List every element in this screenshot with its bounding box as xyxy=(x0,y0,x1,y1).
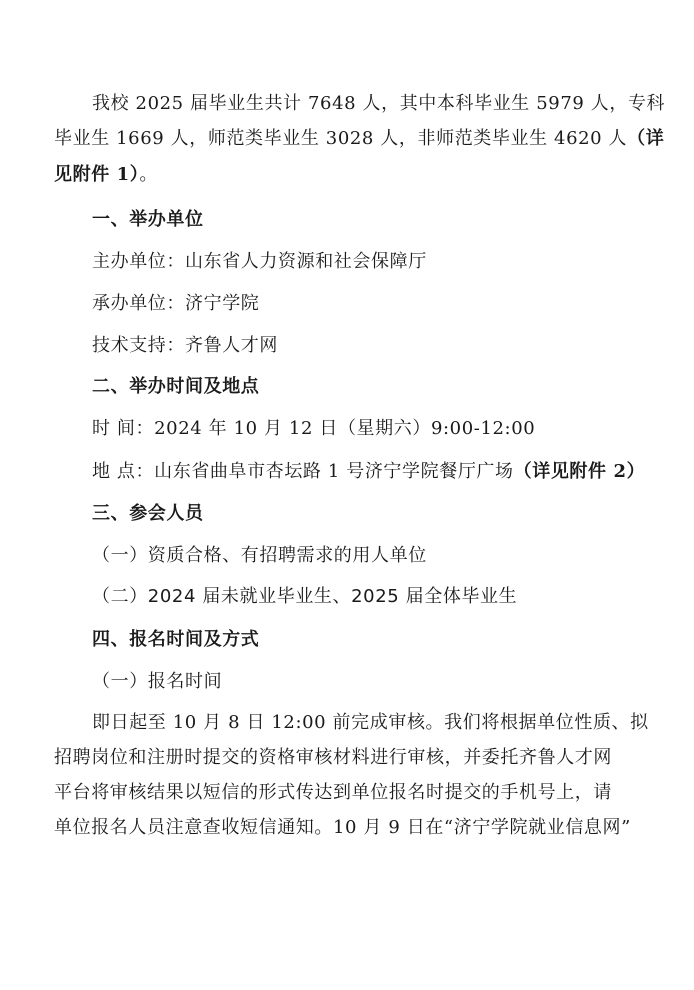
event-place xyxy=(92,459,645,485)
host-unit: 主办单位：山东省人力资源和社会保障厅 xyxy=(92,251,427,272)
registration-time-subheading: （一）报名时间 xyxy=(92,671,223,692)
organizer-unit: 承办单位：济宁学院 xyxy=(92,293,260,314)
intro-line-3 xyxy=(54,162,158,188)
event-time: 时 间：2024 年 10 月 12 日（星期六）9:00-12:00 xyxy=(92,418,536,439)
section-1-heading: 一、举办单位 xyxy=(92,209,204,230)
registration-paragraph-line-2: 招聘岗位和注册时提交的资格审核材料进行审核，并委托齐鲁人才网 xyxy=(54,747,612,768)
registration-paragraph-line-1: 即日起至 10 月 8 日 12:00 前完成审核。我们将根据单位性质、拟 xyxy=(92,712,649,733)
intro-line-2 xyxy=(54,126,664,152)
intro-line-3-end: 。 xyxy=(139,164,158,185)
registration-paragraph-line-3: 平台将审核结果以短信的形式传达到单位报名时提交的手机号上，请 xyxy=(54,782,612,803)
technical-support: 技术支持：齐鲁人才网 xyxy=(92,335,278,356)
section-2-heading: 二、举办时间及地点 xyxy=(92,376,260,397)
intro-line-2-text: 毕业生 1669 人，师范类毕业生 3028 人，非师范类毕业生 4620 人 xyxy=(54,128,628,149)
section-4-heading: 四、报名时间及方式 xyxy=(92,629,260,650)
intro-line-1: 我校 2025 届毕业生共计 7648 人，其中本科毕业生 5979 人，专科 xyxy=(92,93,666,114)
section-3-heading: 三、参会人员 xyxy=(92,503,204,524)
participants-item-1: （一）资质合格、有招聘需求的用人单位 xyxy=(92,545,427,566)
intro-attachment-ref-start: （详 xyxy=(627,128,665,149)
event-place-text: 地 点：山东省曲阜市杏坛路 1 号济宁学院餐厅广场 xyxy=(92,461,514,482)
intro-attachment-ref-end: 见附件 1） xyxy=(54,164,140,185)
event-place-attachment-ref: （详见附件 2） xyxy=(513,461,646,482)
registration-paragraph-line-4: 单位报名人员注意查收短信通知。10 月 9 日在“济宁学院就业信息网” xyxy=(54,817,631,838)
participants-item-2: （二）2024 届未就业毕业生、2025 届全体毕业生 xyxy=(92,586,518,607)
